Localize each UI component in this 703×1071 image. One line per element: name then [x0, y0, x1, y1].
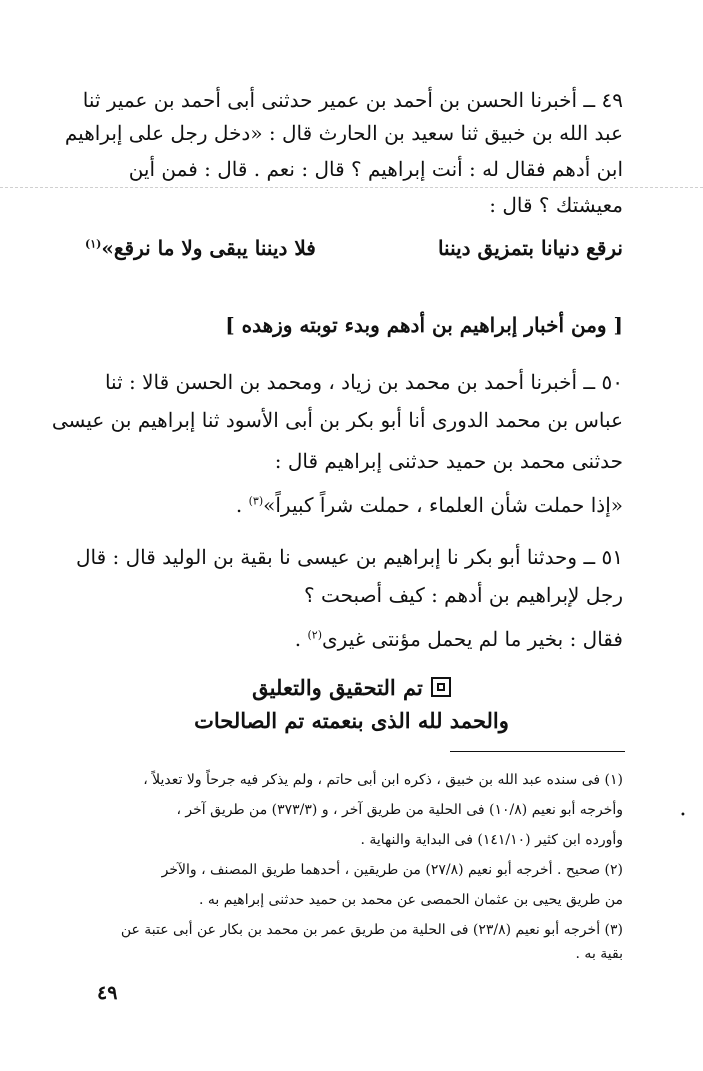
footnote-line-2: وأخرجه أبو نعيم (١٠/٨) فى الحلية من طريق آخر ، و (٣٧٣/٣) من طريق آخر ، — [176, 802, 623, 818]
footnote-line-1: (١) فى سنده عبد الله بن خبيق ، ذكره ابن أبى حاتم ، ولم يذكر فيه جرحاً ولا تعديلاً ، — [143, 772, 623, 788]
footnote-ref-3: (٣) — [248, 494, 264, 508]
para51-answer-end: . — [294, 627, 308, 651]
poem-first-hemistich: نرقع دنيانا بتمزيق ديننا — [437, 236, 623, 260]
scan-speck: • — [680, 810, 686, 821]
para49-line-1: ٤٩ ــ أخبرنا الحسن بن أحمد بن عمير حدثنى أبى أحمد بن عمير ثنا — [82, 88, 623, 112]
footnote-line-7: بقية به . — [575, 946, 623, 962]
para49-line-2: عبد الله بن خبيق ثنا سعيد بن الحارث قال : «دخل رجل على إبراهيم — [64, 121, 623, 145]
para51-answer — [85, 627, 623, 651]
para51-line-2: رجل لإبراهيم بن أدهم : كيف أصبحت ؟ — [304, 583, 623, 607]
footnote-ref-1: (١) — [85, 237, 102, 251]
footnote-ref-2: (٢) — [307, 628, 322, 642]
para51-line-1: ٥١ ــ وحدثنا أبو بكر نا إبراهيم بن عيسى نا بقية بن الوليد قال : قال — [75, 545, 623, 569]
colophon-line-1-text: تم التحقيق والتعليق — [252, 675, 423, 700]
para50-line-3: حدثنى محمد بن حميد حدثنى إبراهيم قال : — [274, 449, 623, 473]
para50-quote-text: «إذا حملت شأن العلماء ، حملت شراً كبيراً» — [263, 493, 623, 517]
footnote-line-6: (٣) أخرجه أبو نعيم (٢٣/٨) فى الحلية من طريق عمر بن محمد بن بكار عن أبى عتبة عن — [120, 922, 623, 938]
colophon-line-1 — [0, 675, 703, 700]
para50-line-1: ٥٠ ــ أخبرنا أحمد بن محمد بن زياد ، ومحمد بن الحسن قالا : ثنا — [104, 370, 623, 394]
footnote-separator — [450, 751, 625, 752]
poem-second-hemistich-wrap — [85, 236, 316, 260]
scan-artifact-line — [0, 187, 703, 188]
para51-answer-text: فقال : بخير ما لم يحمل مؤنتى غيرى — [322, 627, 623, 651]
para49-line-3: ابن أدهم فقال له : أنت إبراهيم ؟ قال : نعم . قال : فمن أين — [128, 157, 623, 181]
footnote-line-4: (٢) صحيح . أخرجه أبو نعيم (٢٧/٨) من طريقين ، أحدهما طريق المصنف ، والآخر — [161, 862, 623, 878]
square-frame-icon — [431, 677, 451, 697]
poem-verse — [85, 236, 623, 270]
footnote-line-5: من طريق يحيى بن عثمان الحمصى عن محمد بن حميد حدثنى إبراهيم به . — [199, 892, 623, 908]
colophon-line-2: والحمد لله الذى بنعمته تم الصالحات — [194, 708, 509, 733]
para50-line-2: عباس بن محمد الدورى أنا أبو بكر بن أبى الأسود ثنا إبراهيم بن عيسى — [51, 408, 623, 432]
para50-quote-end: . — [235, 493, 249, 517]
para50-quote — [85, 493, 623, 517]
para49-line-4: معيشتك ؟ قال : — [489, 193, 623, 217]
footnote-line-3: وأورده ابن كثير (١٤١/١٠) فى البداية والنهاية . — [360, 832, 623, 848]
section-heading: [ ومن أخبار إبراهيم بن أدهم وبدء توبته وزهده ] — [225, 313, 623, 337]
page-number: ٤٩ — [97, 982, 118, 1004]
poem-second-hemistich: فلا ديننا يبقى ولا ما نرقع» — [101, 236, 316, 260]
